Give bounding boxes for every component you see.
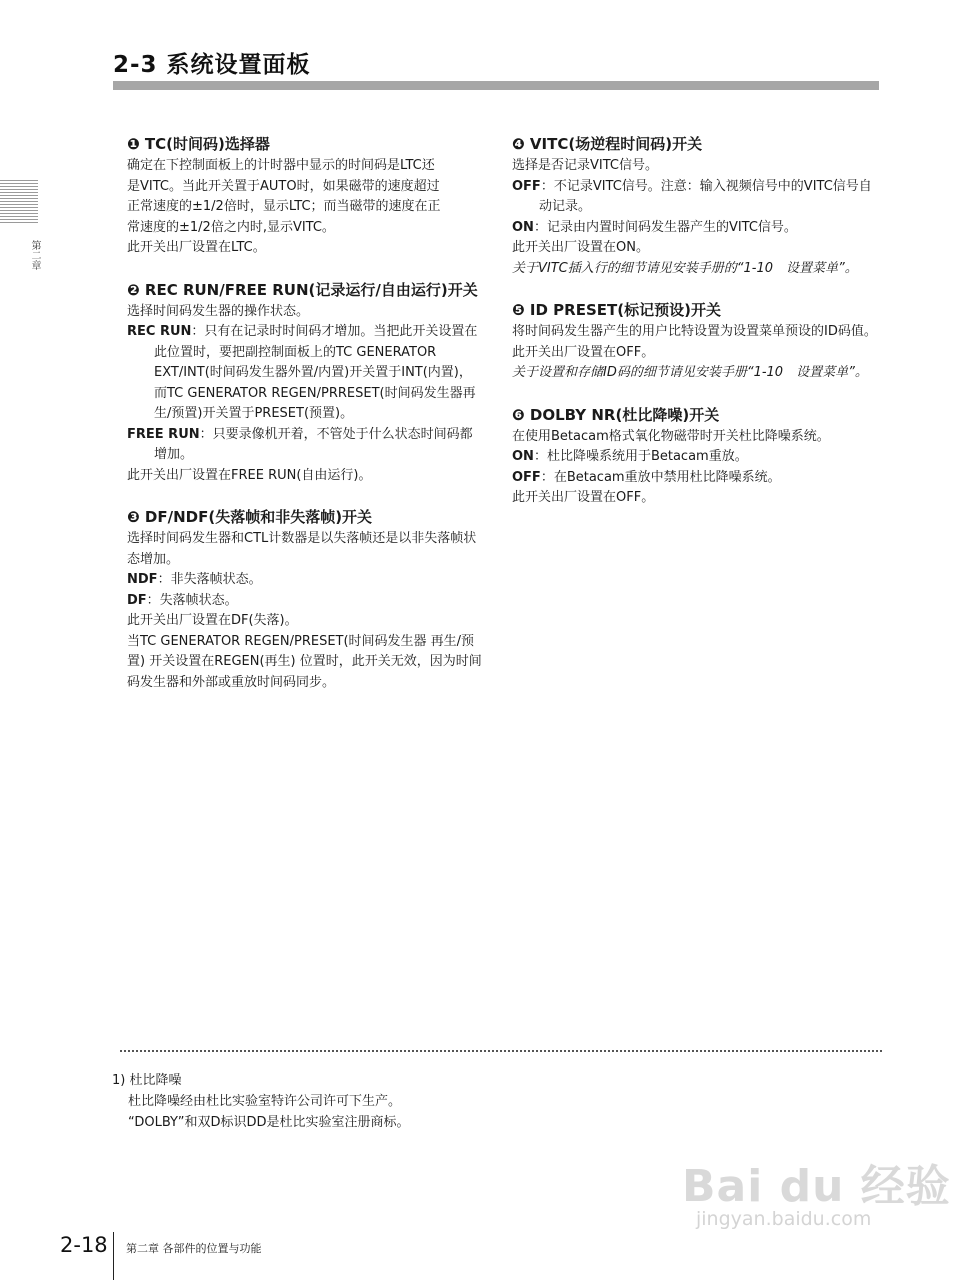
section-dolby-nr <box>512 404 882 509</box>
factory-setting: 此开关出厂设置在OFF。 <box>512 490 655 505</box>
section-title: ❹ VITC(场逆程时间码)开关 <box>512 135 703 153</box>
footnote <box>112 1070 872 1133</box>
term-value: ：非失落帧状态。 <box>157 572 262 587</box>
footnote-title: 1) 杜比降噪 <box>112 1073 182 1088</box>
title-bar <box>113 81 879 90</box>
section-intro: 选择时间码发生器的操作状态。 <box>127 303 310 319</box>
factory-setting: 此开关出厂设置在FREE RUN(自由运行)。 <box>127 467 372 483</box>
term-off <box>512 468 882 489</box>
text-line: 正常速度的±1/2倍时，显示LTC；而当磁带的速度在正 <box>127 199 441 214</box>
section-title: ❷ REC RUN/FREE RUN(记录运行/自由运行)开关 <box>127 280 478 299</box>
term-value: ：失落帧状态。 <box>146 592 238 608</box>
page-title: 2-3 系统设置面板 <box>113 52 311 78</box>
section-intro: 选择时间码发生器和CTL计数器是以失落帧还是以非失落帧状态增加。 <box>127 531 477 567</box>
text-line: 是VITC。当此开关置于AUTO时，如果磁带的速度超过 <box>127 178 440 194</box>
text-line: 常速度的±1/2倍之内时,显示VITC。 <box>127 219 335 235</box>
term-free-run <box>127 425 482 466</box>
text-line: 此开关出厂设置在LTC。 <box>127 240 266 255</box>
section-rec-run <box>127 279 482 487</box>
term-value: ：记录由内置时间码发生器产生的VITC信号。 <box>533 219 797 235</box>
term-key: OFF <box>512 178 541 194</box>
footnote-line: 杜比降噪经由杜比实验室特许公司许可下生产。 <box>128 1094 402 1109</box>
term-key: OFF <box>512 469 541 485</box>
text-line: 确定在下控制面板上的计时器中显示的时间码是LTC还 <box>127 158 435 173</box>
term-ndf <box>127 570 482 591</box>
term-value: ：只有在记录时时间码才增加。当把此开关设置在此位置时，要把副控制面板上的TC GENERATOR EXT/INT(时间码发生器外置/内置)开关置于INT(内置)，而TC GENERATOR REGEN/PRRESET(时间码发生器再生/预置)开关置于PRESET(预置)。 <box>154 324 478 421</box>
watermark-logo: Bai du 经验 <box>682 1161 951 1212</box>
term-key: ON <box>512 449 534 464</box>
section-id-preset <box>512 299 882 384</box>
term-off <box>512 177 882 218</box>
term-value: ：在Betacam重放中禁用杜比降噪系统。 <box>540 469 781 485</box>
chapter-tab-label: 第二章 <box>29 240 40 270</box>
term-key: ON <box>512 219 534 235</box>
factory-setting: 此开关出厂设置在DF(失落)。 <box>127 613 298 628</box>
section-intro: 选择是否记录VITC信号。 <box>512 158 658 173</box>
section-tc-selector <box>127 133 482 259</box>
watermark-url: jingyan.baidu.com <box>696 1208 872 1230</box>
section-title: ❻ DOLBY NR(杜比降噪)开关 <box>512 405 720 424</box>
term-on <box>512 218 882 239</box>
term-key: NDF <box>127 572 158 587</box>
term-on <box>512 447 882 468</box>
factory-setting: 此开关出厂设置在ON。 <box>512 240 649 255</box>
term-df <box>127 591 482 612</box>
section-vitc <box>512 133 882 279</box>
term-key: DF <box>127 592 147 608</box>
left-column <box>127 133 482 713</box>
reference-note: 关于VITC插入行的细节请见安装手册的“1-10 设置菜单”。 <box>512 260 858 276</box>
footnote-line: “DOLBY”和双D标识DD是杜比实验室注册商标。 <box>128 1115 410 1130</box>
right-column <box>512 133 882 529</box>
section-title: ❶ TC(时间码)选择器 <box>127 135 270 153</box>
term-key: FREE RUN <box>127 426 200 442</box>
section-extra: 当TC GENERATOR REGEN/PRESET(时间码发生器 再生/预置) 开关设置在REGEN(再生) 位置时，此开关无效，因为时间码发生器和外部或重放时间码同步。 <box>127 633 482 690</box>
chapter-tab-lines <box>0 180 38 225</box>
section-title: ❺ ID PRESET(标记预设)开关 <box>512 301 721 319</box>
section-title: ❸ DF/NDF(失落帧和非失落帧)开关 <box>127 508 373 526</box>
footnote-divider <box>120 1050 882 1052</box>
watermark <box>682 1150 951 1250</box>
term-value: ：只要录像机开着，不管处于什么状态时间码都增加。 <box>154 426 473 462</box>
section-intro: 将时间码发生器产生的用户比特设置为设置菜单预设的ID码值。 <box>512 324 877 339</box>
footer-chapter: 第二章 各部件的位置与功能 <box>126 1242 262 1255</box>
term-key: REC RUN <box>127 324 192 339</box>
footer-divider <box>113 1232 114 1280</box>
factory-setting: 此开关出厂设置在OFF。 <box>512 344 655 360</box>
section-df-ndf <box>127 506 482 693</box>
page-number: 2-18 <box>60 1233 108 1257</box>
term-value: ：杜比降噪系统用于Betacam重放。 <box>533 449 748 464</box>
reference-note: 关于设置和存储ID码的细节请见安装手册“1-10 设置菜单”。 <box>512 365 868 380</box>
section-intro: 在使用Betacam格式氧化物磁带时开关杜比降噪系统。 <box>512 428 830 444</box>
term-value: ：不记录VITC信号。注意：输入视频信号中的VITC信号自动记录。 <box>539 178 872 214</box>
term-rec-run <box>127 322 482 425</box>
